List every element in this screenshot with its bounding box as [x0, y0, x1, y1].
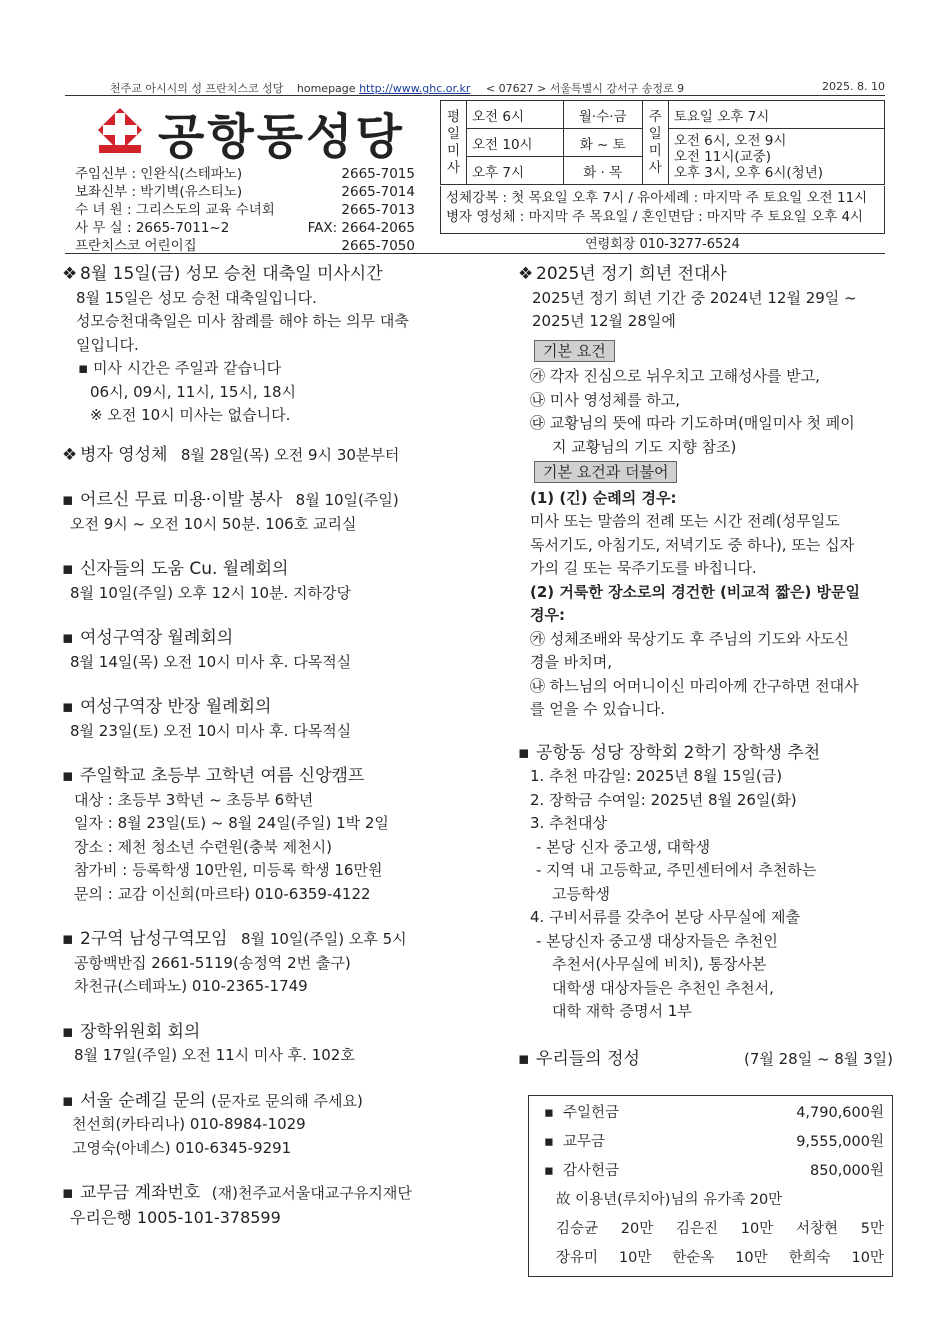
section-heading: ▪ 우리들의 정성 (7월 28일 ~ 8월 3일): [518, 1048, 893, 1069]
homepage-link[interactable]: http://www.ghc.or.kr: [359, 82, 471, 95]
sunday-mass-time: 토요일 오후 7시: [668, 101, 884, 129]
church-logo: [95, 105, 145, 155]
staff-row: 프란치스코 어린이집 2665-7050: [75, 238, 415, 254]
section-heading: ▪ 여성구역장 월례회의: [62, 628, 234, 648]
sunday-mass-time: 오전 11시(교중): [673, 148, 772, 165]
offerings-table: [528, 1095, 893, 1277]
homepage-label: homepage: [296, 82, 356, 95]
mass-time: 오후 7시: [467, 157, 564, 185]
sunday-mass-time: 오후 3시, 오후 6시(청년): [673, 164, 824, 181]
staff-row: 보좌신부 : 박기벽(유스티노) 2665-7014: [75, 184, 415, 200]
section-heading: ▪ 교무금 계좌번호 (재)천주교서울대교구유지재단: [62, 1183, 412, 1203]
section-heading: ▪ 2구역 남성구역모임 8월 10일(주일) 오후 5시: [62, 929, 407, 949]
section-heading: ▪ 신자들의 도움 Cu. 월례회의: [62, 559, 289, 579]
section-heading: ❖ 병자 영성체 8월 28일(목) 오전 9시 30분부터: [62, 444, 400, 465]
offering-memo: 故 이용년(루치아)님의 유가족 20만: [556, 1192, 783, 1208]
label-box: 기본 요건: [534, 340, 615, 362]
offering-row: ▪ 감사헌금 850,000원: [544, 1163, 884, 1179]
staff-list: [75, 165, 415, 255]
section-heading: ▪ 주일학교 초등부 고학년 여름 신앙캠프: [62, 766, 365, 786]
section-heading: ▪ 어르신 무료 미용·이발 봉사 8월 10일(주일): [62, 490, 399, 510]
mass-time: 오전 6시: [467, 101, 564, 129]
divider: [65, 95, 885, 96]
sacrament-notes: 성체강복 : 첫 목요일 오후 7시 / 유아세례 : 마지막 주 토요일 오전 11시 병자 영성체 : 마지막 주 목요일 / 혼인면담 : 마지막 주 토요일 오후 4시: [440, 186, 885, 234]
bank-account: 우리은행 1005-101-378599: [70, 1207, 281, 1227]
section-heading: ❖ 8월 15일(금) 성모 승천 대축일 미사시간: [62, 264, 383, 284]
staff-row: 사 무 실 : 2665-7011~2 FAX: 2664-2065: [75, 220, 415, 236]
page-title: 공항동성당: [158, 109, 405, 165]
staff-row: 주임신부 : 인완식(스테파노) 2665-7015: [75, 166, 415, 182]
issue-date: 2025. 8. 10: [822, 80, 885, 93]
section-heading: ▪ 공항동 성당 장학회 2학기 장학생 추천: [518, 742, 821, 763]
mass-days: 화 · 목: [563, 157, 642, 185]
sunday-mass-label: 주 일 미 사: [642, 101, 668, 185]
offering-row: ▪ 교무금 9,555,000원: [544, 1134, 884, 1150]
mass-schedule-table: [440, 100, 885, 185]
donor-row: 김승균 20만 김은진 10만 서창현 5만: [556, 1221, 884, 1237]
donor-row: 장유미 10만 한순옥 10만 한희숙 10만: [556, 1250, 884, 1266]
right-column: ❖ 2025년 정기 희년 전대사 2025년 정기 희년 기간 중 2024년 12월 29일 ~ 2025년 12월 28일에 기본 요건 ㉮ 각자 진심으로 뉘우치고 고해성사를 받고, ㉯ 미사 영성체를 하고, ㉰ 교황님의 뜻에 따라 기도하며(매일미사 첫 페이 지 교황님의 기도 지향 참조) 기본 요건과 더불어 (1) (긴) 순례의 경우: 미사 또는 말씀의 전례 또는 시간 전례(성무일도 독서기도, 아침기도, 저녁기도 중 하나), 또는 십자 가의 길 또는 묵주기도를 바칩니다. (2) 거룩한 장소로의 경건한 (비교적 짧은) 방문일 경우: ㉮ 성체조배와 묵상기도 후 주님의 기도와 사도신 경을 바치며, ㉯ 하느님의 어머니이신 마리아께 간구하면 전대사 를 얻을 수 있습니다. ▪ 공항동 성당 장학회 2학기 장학생 추천 1. 추천 마감일: 2025년 8월 15일(금) 2. 장학금 수여일: 2025년 8월 26일(화) 3. 추천대상 - 본당 신자 중고생, 대학생 - 지역 내 고등학교, 주민센터에서 추천하는 고등학생 4. 구비서류를 갖추어 본당 사무실에 제출 - 본당신자 중고생 대상자들은 추천인 추천서(사무실에 비치), 통장사본 대학생 대상자들은 추천인 추천서, 대학 재학 증명서 1부 ▪ 우리들의 정성 (7월 28일 ~ 8월 3일): [518, 263, 908, 1071]
top-info-line: [65, 80, 885, 96]
sunday-mass-time: 오전 6시, 오전 9시: [673, 132, 787, 149]
funeral-committee: 연령회장 010-3277-6524: [585, 237, 740, 252]
divider: [65, 253, 885, 254]
section-heading: ▪ 서울 순례길 문의 (문자로 문의해 주세요): [62, 1090, 363, 1111]
org-name: 천주교 아시시의 성 프란치스코 성당: [110, 82, 284, 95]
weekday-mass-label: 평 일 미 사: [441, 101, 467, 185]
mass-days: 월·수·금: [563, 101, 642, 129]
section-heading: ❖ 2025년 정기 희년 전대사: [518, 264, 727, 284]
section-heading: ▪ 여성구역장 반장 월례회의: [62, 697, 272, 717]
section-heading: ▪ 장학위원회 회의: [62, 1021, 201, 1042]
label-box: 기본 요건과 더불어: [534, 461, 677, 483]
left-column: ❖ 8월 15일(금) 성모 승천 대축일 미사시간 8월 15일은 성모 승천 대축일입니다. 성모승천대축일은 미사 참례를 해야 하는 의무 대축 일입니다. ▪ 미사 시간은 주일과 같습니다 06시, 09시, 11시, 15시, 18시 ※ 오전 10시 미사는 없습니다. ❖ 병자 영성체 8월 28일(목) 오전 9시 30분부터 ▪ 어르신 무료 미용·이발 봉사 8월 10일(주일) 오전 9시 ~ 오전 10시 50분. 106호 교리실 ▪ 신자들의 도움 Cu. 월례회의 8월 10일(주일) 오후 12시 10분. 지하강당 ▪ 여성구역장 월례회의 8월 14일(목) 오전 10시 미사 후. 다목적실 ▪ 여성구역장 반장 월례회의 8월 23일(토) 오전 10시 미사 후. 다목적실 ▪ 주일학교 초등부 고학년 여름 신앙캠프 대상 : 초등부 3학년 ~ 초등부 6학년 일자 : 8월 23일(토) ~ 8월 24일(주일) 1박 2일 장소 : 제천 청소년 수련원(충북 제천시) 참가비 : 등록학생 10만원, 미등록 학생 16만원 문의 : 교감 이신희(마르타) 010-6359-4122 ▪ 2구역 남성구역모임 8월 10일(주일) 오후 5시 공항백반집 2661-5119(송정역 2번 출구) 차천규(스테파노) 010-2365-1749 ▪ 장학위원회 회의 8월 17일(주일) 오전 11시 미사 후. 102호 ▪ 서울 순례길 문의 (문자로 문의해 주세요) 천선희(카타리나) 010-8984-1029 고영숙(아녜스) 010-6345-9291 ▪ 교무금 계좌번호 (재)천주교서울대교구유지재단 우리은행 1005-101-378599: [62, 263, 472, 1229]
mass-time: 오전 10시: [467, 129, 564, 157]
address: < 07627 > 서울특별시 강서구 송정로 9: [485, 82, 685, 95]
staff-row: 수 녀 원 : 그리스도의 교육 수녀회 2665-7013: [75, 202, 415, 218]
offering-row: ▪ 주일헌금 4,790,600원: [544, 1105, 884, 1121]
mass-days: 화 ~ 토: [563, 129, 642, 157]
